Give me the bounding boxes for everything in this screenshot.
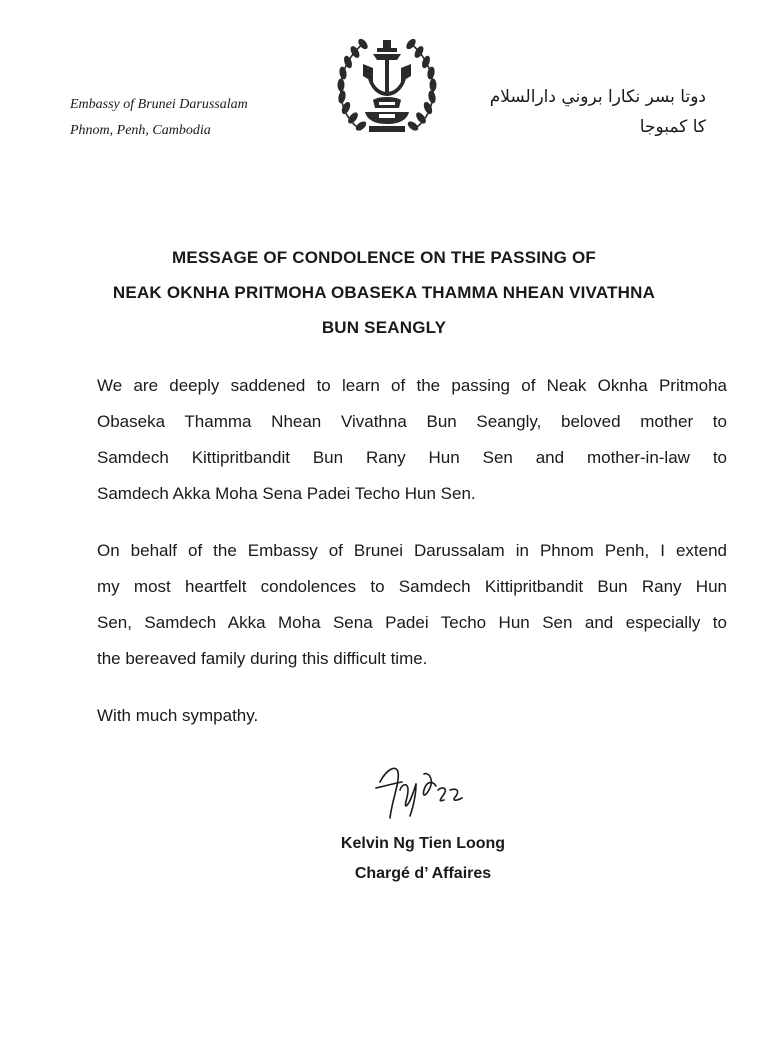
paragraph-line: Samdech Kittipritbandit Bun Rany Hun Sen and mother-in-law to — [97, 448, 727, 467]
title-line-2: NEAK OKNHA PRITMOHA OBASEKA THAMMA NHEAN VIVATHNA — [112, 283, 656, 302]
letterhead-jawi — [490, 82, 706, 142]
embassy-location-jawi: كا كمبوجا — [639, 117, 706, 137]
paragraph-line: On behalf of the Embassy of Brunei Darussalam in Phnom Penh, I extend — [97, 541, 727, 560]
paragraph-line: Obaseka Thamma Nhean Vivathna Bun Seangly, beloved mother to — [97, 412, 727, 431]
document-title — [0, 240, 768, 345]
signatory-block — [288, 829, 558, 889]
brunei-crest-icon — [333, 30, 441, 142]
paragraph-line: Sen, Samdech Akka Moha Sena Padei Techo Hun Sen and especially to — [97, 613, 727, 632]
paragraph-condolence-message — [97, 533, 727, 677]
signatory-name: Kelvin Ng Tien Loong — [340, 835, 506, 852]
title-line-3: BUN SEANGLY — [321, 318, 447, 337]
handwritten-signature — [368, 760, 478, 822]
signatory-position: Chargé d’ Affaires — [354, 865, 492, 882]
paragraph-line: the bereaved family during this difficult time. — [97, 649, 428, 668]
embassy-name-jawi: دوتا بسر نكارا بروني دارالسلام — [489, 87, 706, 107]
paragraph-line: my most heartfelt condolences to Samdech Kittipritbandit Bun Rany Hun — [97, 577, 727, 596]
paragraph-condolence-announcement — [97, 368, 727, 512]
paragraph-line: We are deeply saddened to learn of the passing of Neak Oknha Pritmoha — [97, 376, 727, 395]
closing-line: With much sympathy. — [97, 706, 259, 725]
title-line-1: MESSAGE OF CONDOLENCE ON THE PASSING OF — [171, 248, 597, 267]
embassy-location: Phnom, Penh, Cambodia — [70, 123, 211, 138]
letterhead-english — [70, 92, 248, 144]
embassy-name: Embassy of Brunei Darussalam — [70, 97, 248, 112]
paragraph-line: Samdech Akka Moha Sena Padei Techo Hun Sen. — [97, 484, 476, 503]
